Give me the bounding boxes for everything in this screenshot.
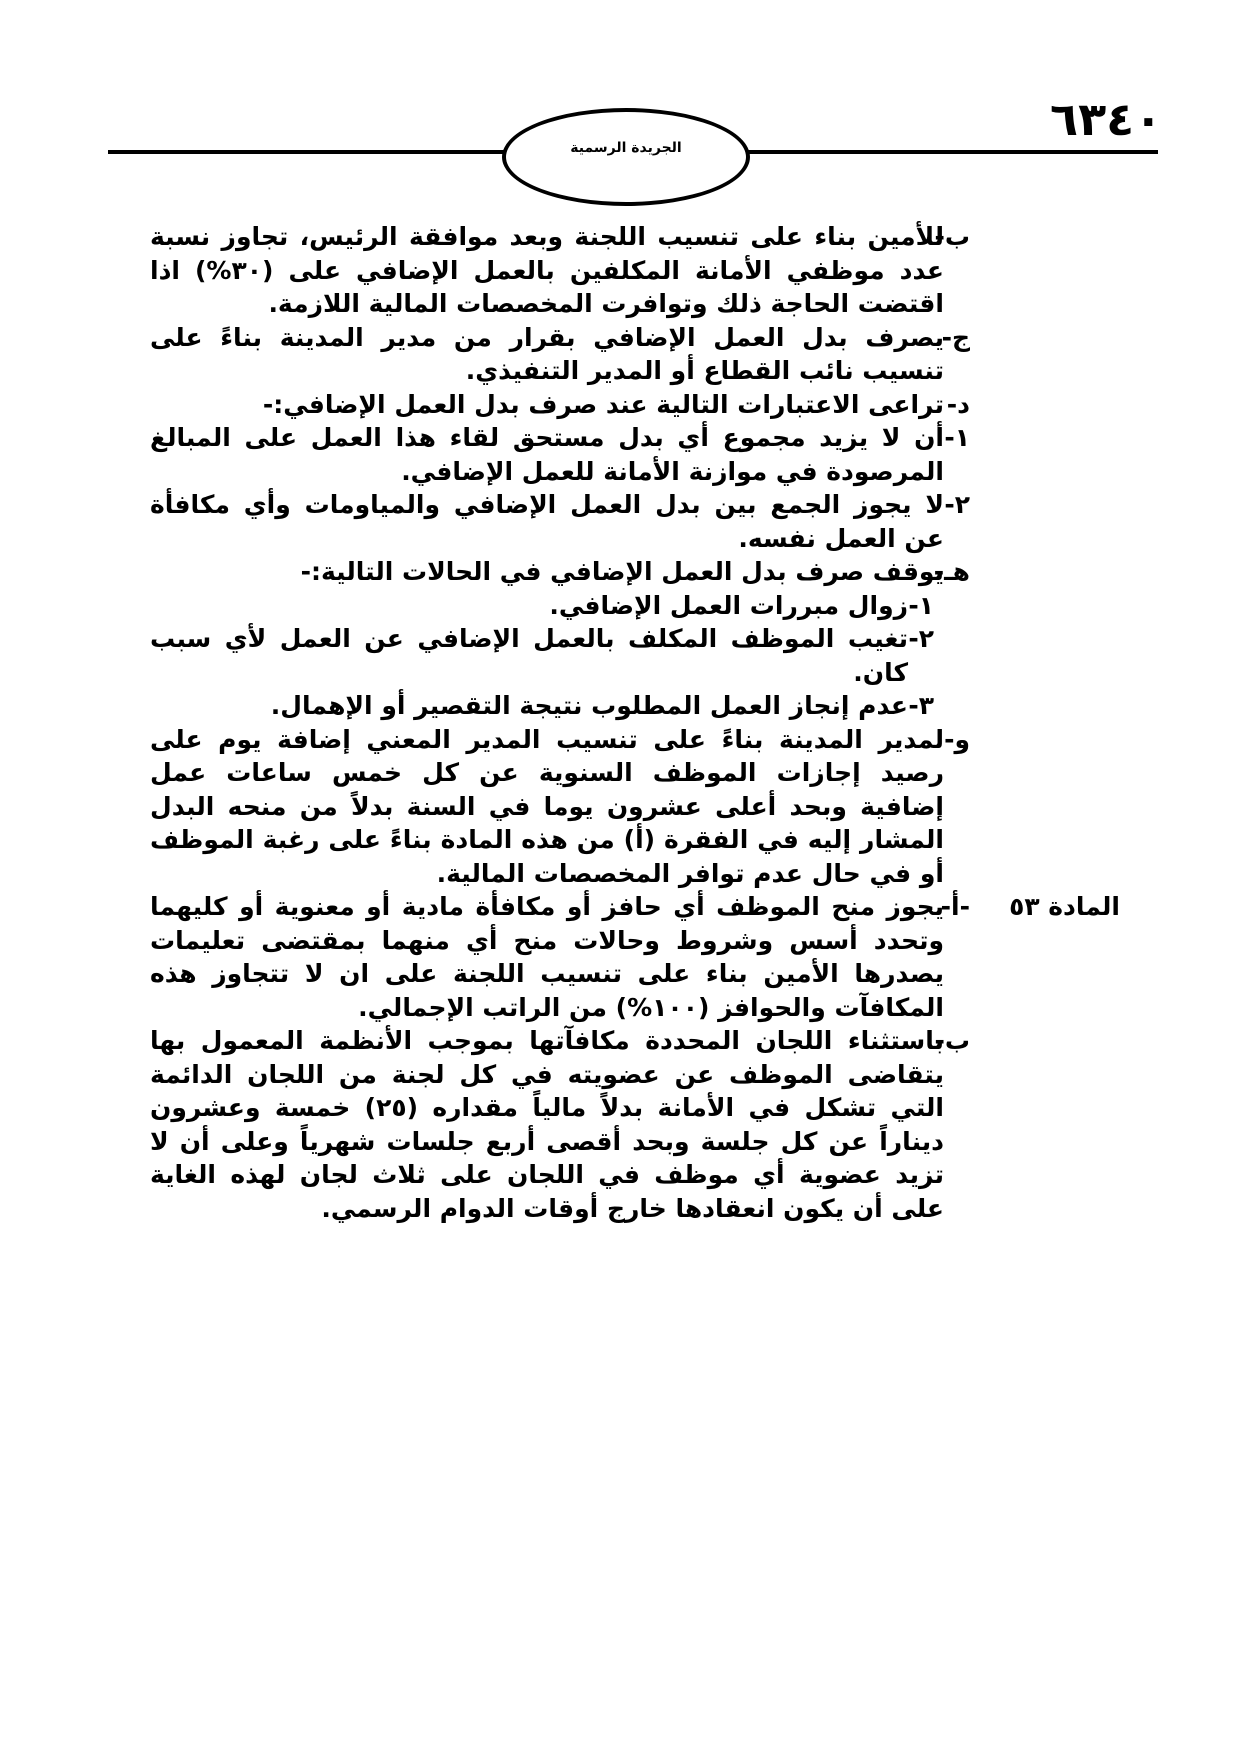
paragraph-h2 <box>150 622 970 689</box>
paragraph-h <box>150 555 970 589</box>
paragraph-label: هـ- <box>933 557 970 586</box>
page-number: ٦٣٤٠ <box>1050 92 1163 146</box>
paragraph-label: ب- <box>934 222 970 251</box>
paragraph-j <box>150 321 970 388</box>
paragraph-label: ٢- <box>944 490 970 519</box>
paragraph-label: -أ- <box>940 892 970 921</box>
gazette-title: الجريدة الرسمية <box>570 140 682 156</box>
paragraph-label: ب- <box>934 1026 970 1055</box>
paragraph-h1 <box>150 589 970 623</box>
paragraph-label: ٢- <box>908 624 934 653</box>
paragraph-label: د- <box>946 389 970 419</box>
paragraph-text: أن لا يزيد مجموع أي بدل مستحق لقاء هذا العمل على المبالغ المرصودة في موازنة الأمانة للعمل الإضافي. <box>150 423 944 486</box>
gazette-title-oval <box>502 108 750 206</box>
article-53-a <box>150 890 1120 1024</box>
paragraph-d1 <box>150 421 970 488</box>
header-rule-left <box>108 150 512 154</box>
paragraph-text: لمدير المدينة بناءً على تنسيب المدير المعني إضافة يوم على رصيد إجازات الموظف السنوية عن كل خمس ساعات عمل إضافية وبحد أعلى عشرون يوما في السنة بدلاً من منحه البدل المشار إليه في الفقرة (أ) من هذه المادة بناءً على رغبة الموظف أو في حال عدم توافر المخصصات المالية. <box>150 724 944 888</box>
paragraph-text: لا يجوز الجمع بين بدل العمل الإضافي والمياومات وأي مكافأة عن العمل نفسه. <box>150 490 944 553</box>
header-rule-right <box>730 150 1158 154</box>
paragraph-h3 <box>150 689 970 723</box>
paragraph-text: يوقف صرف بدل العمل الإضافي في الحالات التالية:- <box>300 557 944 586</box>
page-header <box>0 0 1241 240</box>
paragraph-b1 <box>150 220 970 321</box>
paragraph-d2 <box>150 488 970 555</box>
paragraph-text: باستثناء اللجان المحددة مكافآتها بموجب الأنظمة المعمول بها يتقاضى الموظف عن عضويته في كل لجنة من اللجان الدائمة التي تشكل في الأمانة بدلاً مالياً مقداره (٢٥) خمسة وعشرون ديناراً عن كل جلسة وبحد أقصى أربع جلسات شهرياً وعلى أن لا تزيد عضوية أي موظف في اللجان على ثلاث لجان لهذه الغاية على أن يكون انعقادها خارج أوقات الدوام الرسمي. <box>150 1026 945 1223</box>
paragraph-text: تغيب الموظف المكلف بالعمل الإضافي عن العمل لأي سبب كان. <box>150 624 908 687</box>
paragraph-text: يصرف بدل العمل الإضافي بقرار من مدير المدينة بناءً على تنسيب نائب القطاع أو المدير التنفيذي. <box>150 322 944 385</box>
paragraph-label: و- <box>944 724 970 754</box>
paragraph-text: عدم إنجاز العمل المطلوب نتيجة التقصير أو الإهمال. <box>270 691 908 720</box>
document-body <box>150 220 1120 1225</box>
paragraph-text: للأمين بناء على تنسيب اللجنة وبعد موافقة الرئيس، تجاوز نسبة عدد موظفي الأمانة المكلفين بالعمل الإضافي على (٣٠%) اذا اقتضت الحاجة ذلك وتوافرت المخصصات المالية اللازمة. <box>150 222 944 318</box>
paragraph-b2 <box>150 1024 970 1225</box>
paragraph-d <box>150 388 970 422</box>
paragraph-label: ١- <box>908 590 934 620</box>
paragraph-label: ٣- <box>908 691 934 720</box>
paragraph-label: ١- <box>944 423 970 452</box>
paragraph-text: تراعى الاعتبارات التالية عند صرف بدل العمل الإضافي:- <box>262 389 944 419</box>
article-label: المادة ٥٣ <box>1009 892 1120 921</box>
paragraph-w <box>150 723 970 891</box>
paragraph-text: يجوز منح الموظف أي حافز أو مكافأة مادية أو معنوية أو كليهما وتحدد أسس وشروط وحالات منح أي منهما بمقتضى تعليمات يصدرها الأمين بناء على تنسيب اللجنة على ان لا تتجاوز هذه المكافآت والحوافز (١٠٠%) من الراتب الإجمالي. <box>150 892 944 1022</box>
paragraph-label: ج- <box>941 322 970 352</box>
paragraph-text: زوال مبررات العمل الإضافي. <box>549 590 908 620</box>
